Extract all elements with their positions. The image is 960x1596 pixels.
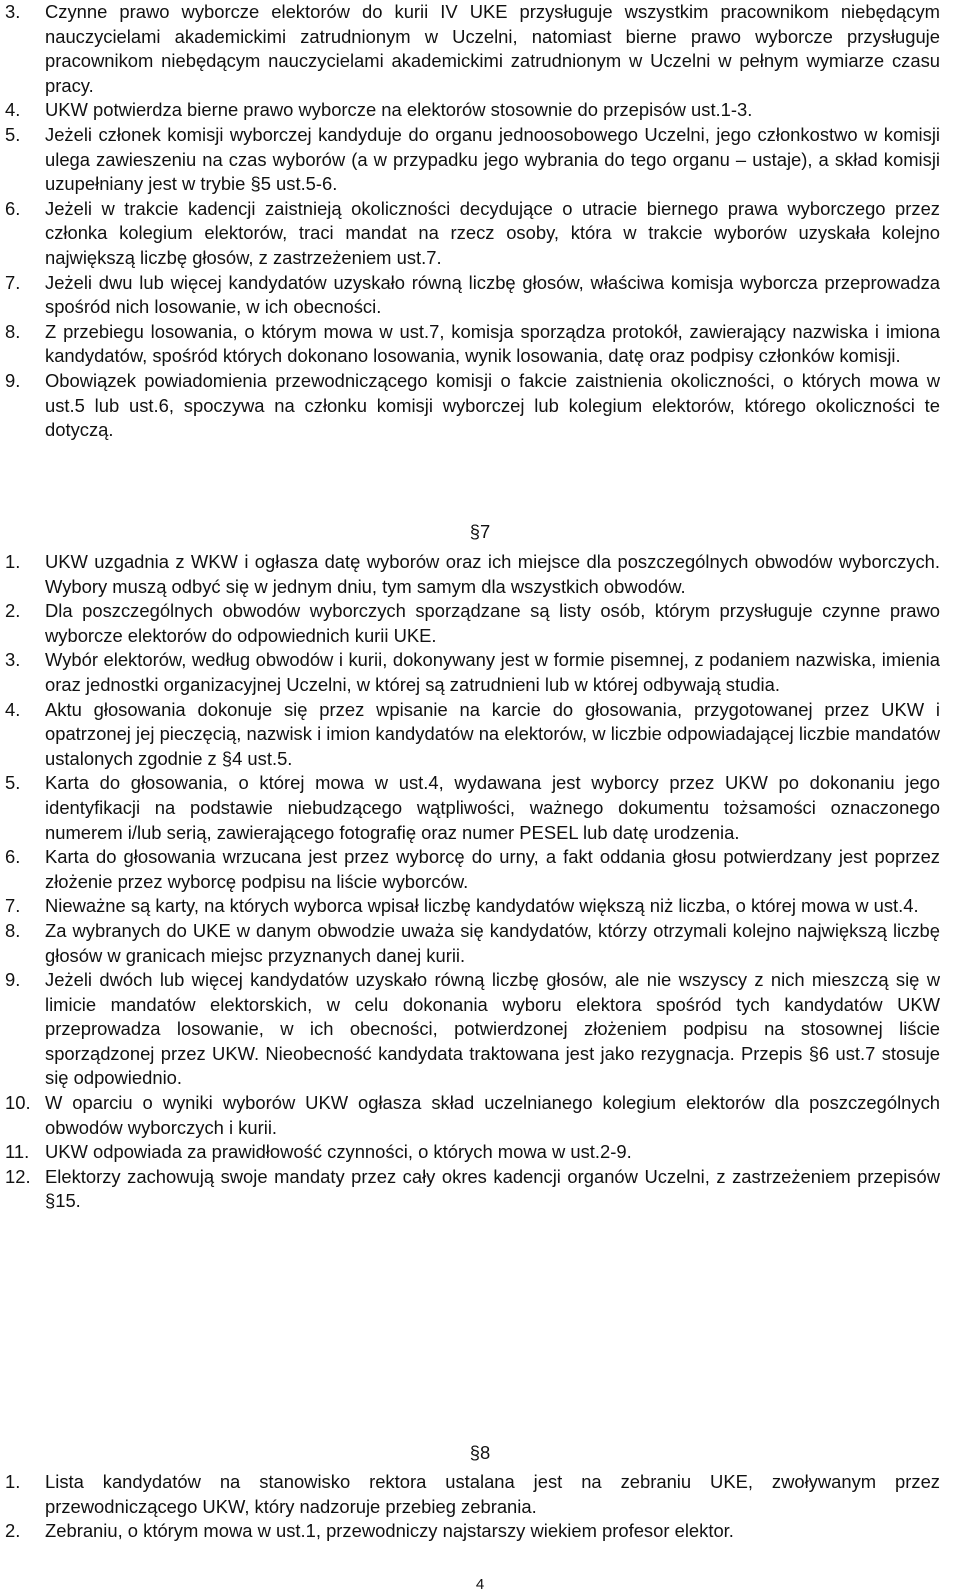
item-text: Jeżeli dwu lub więcej kandydatów uzyskało równą liczbę głosów, właściwa komisja wyborcza przeprowadza spośród nich losowanie, w ich obecności. (45, 271, 940, 318)
section-8-heading: §8 (469, 1442, 491, 1463)
list-item (5, 771, 940, 845)
list-item (5, 1091, 940, 1140)
item-number: 3. (5, 1, 21, 22)
section-8-list (5, 1470, 940, 1544)
section-7-heading: §7 (469, 521, 491, 542)
item-number: 4. (5, 698, 21, 720)
item-number: 1. (5, 1471, 21, 1492)
item-number: 5. (5, 123, 21, 145)
item-number: 12. (5, 1165, 31, 1187)
list-item (5, 698, 940, 772)
item-number: 2. (5, 1520, 21, 1542)
item-text: UKW potwierdza bierne prawo wyborcze na elektorów stosownie do przepisów ust.1-3. (45, 99, 753, 121)
section-6-continuation (5, 0, 940, 443)
item-text: Karta do głosowania, o której mowa w ust.4, wydawana jest wyborcy przez UKW po dokonaniu jego identyfikacji na podstawie niebudzącego wątpliwości, ważnego dokumentu tożsamości oznaczonego numerem i/lub serią, zawierającego fotografię oraz numer PESEL lub datę urodzenia. (45, 772, 940, 843)
item-number: 3. (5, 649, 21, 671)
item-text: Jeżeli dwóch lub więcej kandydatów uzyskało równą liczbę głosów, ale nie wszyscy z nich mieszczą się w limicie mandatów elektorskich, w celu dokonania wyboru elektora spośród tych kandydatów UKW przeprowadza losowanie, w ich obecności, potwierdzonej złożeniem podpisu na stosownej liście sporządzonej przez UKW. Nieobecność kandydata traktowana jest jako rezygnacja. Przepis §6 ust.7 stosuje się odpowiednio. (45, 969, 940, 1089)
item-text: Za wybranych do UKE w danym obwodzie uważa się kandydatów, którzy otrzymali kolejno największą liczbę głosów w granicach miejsc przyznanych danej kurii. (45, 919, 940, 966)
item-text: Karta do głosowania wrzucana jest przez wyborcę do urny, a fakt oddania głosu potwierdzany jest poprzez złożenie przez wyborcę podpisu na liście wyborców. (45, 846, 940, 892)
list-item (5, 845, 940, 894)
item-text: W oparciu o wyniki wyborów UKW ogłasza skład uczelnianego kolegium elektorów dla poszczególnych obwodów wyborczych i kurii. (45, 1092, 940, 1138)
item-text: Z przebiegu losowania, o którym mowa w ust.7, komisja sporządza protokół, zawierający nazwiska i imiona kandydatów, spośród których dokonano losowania, wynik losowania, datę oraz podpisy członków komisji. (45, 320, 940, 367)
list-item (5, 320, 940, 369)
list-item (5, 123, 940, 197)
item-number: 8. (5, 919, 21, 941)
page-number: 4 (475, 1576, 485, 1593)
item-number: 8. (5, 320, 21, 342)
item-text: Zebraniu, o którym mowa w ust.1, przewodniczy najstarszy wiekiem profesor elektor. (45, 1520, 734, 1542)
list-item (5, 0, 940, 98)
list-item (5, 1470, 940, 1519)
item-number: 11. (5, 1141, 30, 1163)
item-text: Jeżeli w trakcie kadencji zaistnieją okoliczności decydujące o utracie biernego prawa wyborczego przez członka kolegium elektorów, traci mandat na rzecz osoby, która w trakcie wyborów uzyskała kolejno największą liczbę głosów, z zastrzeżeniem ust.7. (45, 197, 940, 268)
item-number: 2. (5, 600, 21, 622)
list-item (5, 894, 940, 919)
item-number: 7. (5, 895, 21, 917)
list-item (5, 968, 940, 1091)
item-text: Dla poszczególnych obwodów wyborczych sporządzane są listy osób, którym przysługuje czynne prawo wyborcze elektorów do odpowiednich kurii UKE. (45, 600, 940, 646)
item-number: 7. (5, 271, 21, 293)
item-text: UKW uzgadnia z WKW i ogłasza datę wyborów oraz ich miejsce dla poszczególnych obwodów wyborczych. Wybory muszą odbyć się w jednym dniu, tym samym dla wszystkich obwodów. (45, 551, 940, 597)
list-item (5, 919, 940, 968)
item-text: Obowiązek powiadomienia przewodniczącego komisji o fakcie zaistnienia okoliczności, o których mowa w ust.5 lub ust.6, spoczywa na członku komisji wyborczej lub kolegium elektorów, którego okoliczności te dotyczą. (45, 369, 940, 441)
item-text: Wybór elektorów, według obwodów i kurii, dokonywany jest w formie pisemnej, z podaniem nazwiska, imienia oraz jednostki organizacyjnej Uczelni, w której są zatrudnieni lub w której odbywają studia. (45, 649, 940, 695)
item-number: 4. (5, 99, 21, 121)
item-text: Elektorzy zachowują swoje mandaty przez cały okres kadencji organów Uczelni, z zastrzeżeniem przepisów §15. (45, 1165, 940, 1212)
list-item (5, 1140, 940, 1165)
item-text: Nieważne są karty, na których wyborca wpisał liczbę kandydatów większą niż liczba, o której mowa w ust.4. (45, 895, 919, 917)
list-item (5, 271, 940, 320)
list-item (5, 599, 940, 648)
item-text: Aktu głosowania dokonuje się przez wpisanie na karcie do głosowania, przygotowanej przez UKW i opatrzonej jej pieczęcią, nazwisk i imion kandydatów na elektorów, w liczbie odpowiadającej liczbie mandatów ustalonych zgodnie z §4 ust.5. (45, 698, 940, 769)
item-number: 9. (5, 369, 21, 391)
item-number: 6. (5, 197, 21, 219)
list-item (5, 550, 940, 599)
item-text: Jeżeli członek komisji wyborczej kandyduje do organu jednoosobowego Uczelni, jego członkostwo w komisji ulega zawieszeniu na czas wyborów (a w przypadku jego wybrania do tego organu – ustaje), a skład komisji uzupełniany jest w trybie §5 ust.5-6. (45, 123, 940, 195)
item-number: 9. (5, 969, 21, 991)
list-item (5, 197, 940, 271)
item-number: 1. (5, 551, 21, 572)
item-number: 10. (5, 1092, 31, 1114)
list-item (5, 369, 940, 443)
list-item (5, 1519, 940, 1544)
list-item (5, 98, 940, 123)
list-item (5, 648, 940, 697)
item-text: UKW odpowiada za prawidłowość czynności, o których mowa w ust.2-9. (45, 1141, 632, 1163)
item-number: 5. (5, 772, 21, 794)
section-7-list (5, 550, 940, 1214)
item-number: 6. (5, 846, 21, 868)
list-item (5, 1165, 940, 1214)
item-text: Lista kandydatów na stanowisko rektora ustalana jest na zebraniu UKE, zwoływanym przez przewodniczącego UKW, który nadzoruje przebieg zebrania. (45, 1471, 940, 1517)
item-text: Czynne prawo wyborcze elektorów do kurii IV UKE przysługuje wszystkim pracownikom niebędącym nauczycielami akademickimi zatrudnionym w Uczelni, natomiast bierne prawo wyborcze przysługuje pracownikom niebędącym nauczycielami akademickimi zatrudnionym w Uczelni w pełnym wymiarze czasu pracy. (45, 1, 940, 96)
